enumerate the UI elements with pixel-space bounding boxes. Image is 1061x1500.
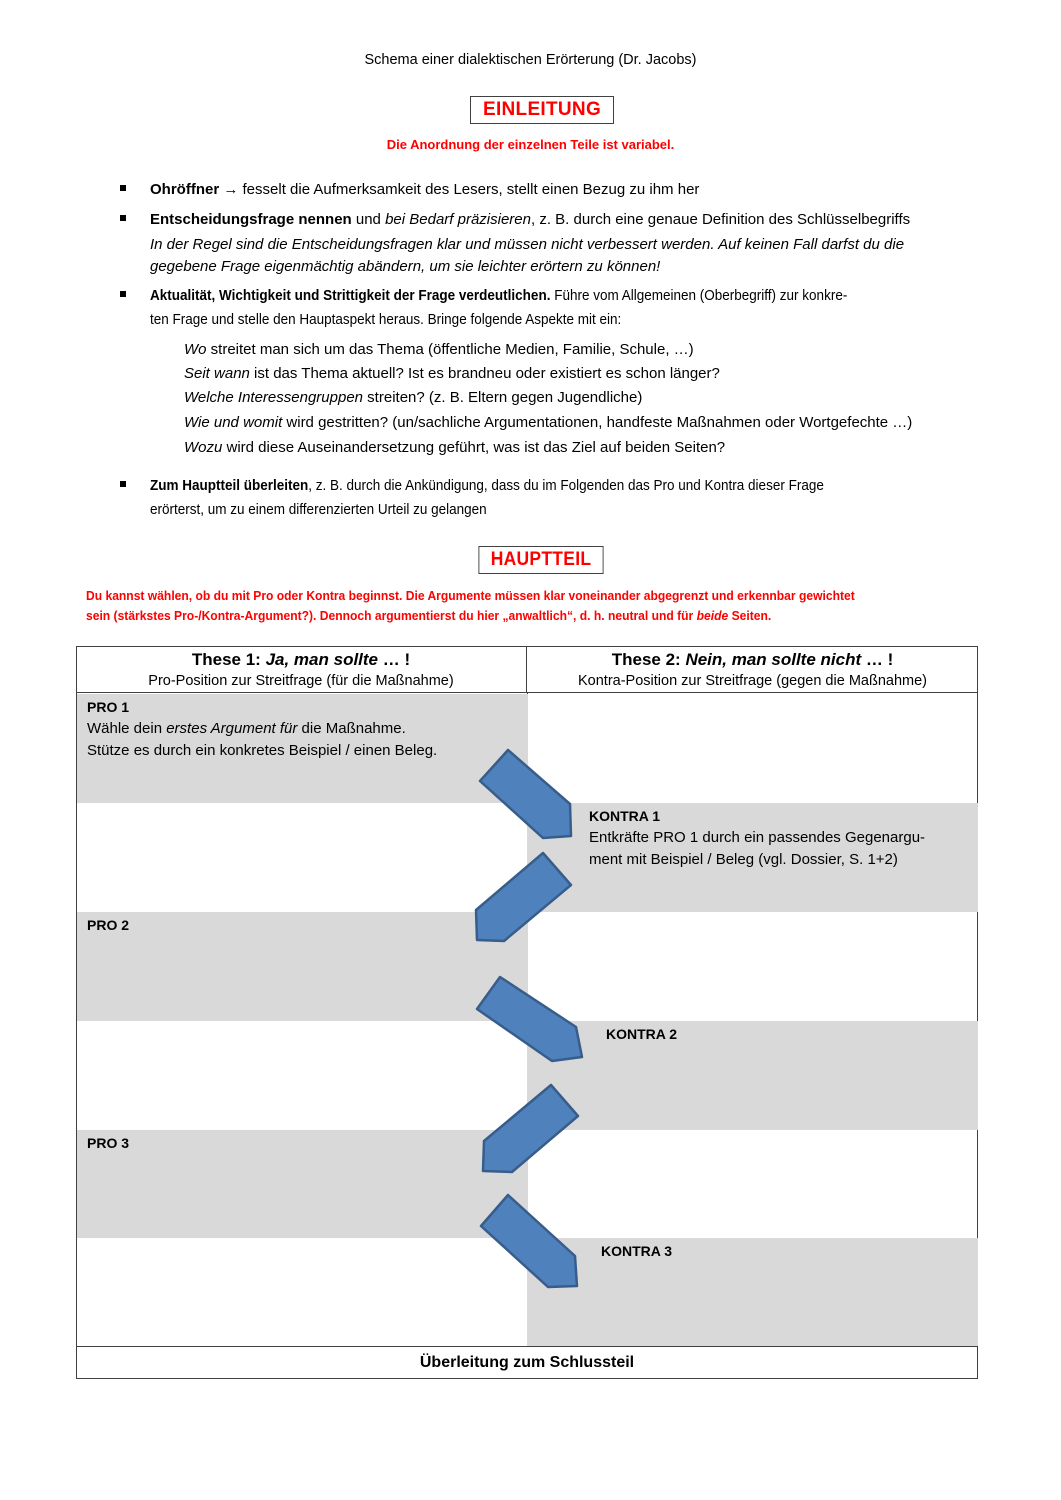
hauptteil-note-line2: [86, 606, 1007, 626]
aspect-italic: Wie und womit: [184, 414, 283, 431]
argument-table: [76, 646, 978, 1379]
bullet-aktualitaet: [150, 284, 996, 308]
hauptteil-note-line1: Du kannst wählen, ob du mit Pro oder Kontra beginnst. Die Argumente müssen klar voneinander abgegrenzt und erkennbar gewichtet: [86, 588, 855, 603]
header-cell-kontra: [527, 646, 978, 693]
kontra1-line2: ment mit Beispiel / Beleg (vgl. Dossier, S. 1+2): [589, 851, 898, 868]
bullet-icon: [120, 291, 126, 297]
aspect-italic: Wozu: [184, 439, 223, 456]
aspect-text: wird diese Auseinandersetzung geführt, was ist das Ziel auf beiden Seiten?: [222, 439, 726, 456]
pro2-label: PRO 2: [87, 917, 130, 933]
bullet-bold: Entscheidungsfrage nennen: [150, 211, 352, 228]
cell-pro-3: [77, 1130, 528, 1238]
bullet-aktualitaet-line2: [150, 308, 996, 332]
bullet-text: , z. B. durch eine genaue Definition des Schlüsselbegriffs: [531, 211, 911, 228]
title-end: … !: [861, 650, 894, 669]
bullet-note-line1: [150, 233, 1000, 257]
cell-kontra-3: [527, 1238, 978, 1346]
aspect-item: [184, 338, 694, 363]
aspect-item: [184, 362, 720, 387]
italic-note: gegebene Frage eigenmächtig abändern, um sie leichter erörtern zu können!: [150, 258, 661, 275]
title-plain: These 2:: [611, 650, 686, 669]
bullet-entscheidungsfrage: [150, 208, 1000, 232]
these1-title: [76, 649, 526, 671]
cell-text: Wähle dein: [87, 720, 167, 737]
hauptteil-heading: HAUPTTEIL: [478, 546, 603, 574]
bullet-note-line2: [150, 255, 1000, 279]
cell-text: die Maßnahme.: [297, 720, 406, 737]
pro1-label: PRO 1: [87, 699, 130, 715]
bullet-text: ten Frage und stelle den Hauptaspekt heraus. Bringe folgende Aspekte mit ein:: [150, 311, 622, 328]
aspect-text: streiten? (z. B. Eltern gegen Jugendliche): [363, 389, 643, 406]
these2-title: [527, 649, 978, 671]
kontra2-label: KONTRA 2: [606, 1026, 678, 1042]
document-title: Schema einer dialektischen Erörterung (Dr. Jacobs): [364, 52, 697, 68]
title-plain: These 1:: [191, 650, 266, 669]
these2-subtitle: Kontra-Position zur Streitfrage (gegen die Maßnahme): [578, 673, 927, 689]
cell-italic: erstes Argument für: [166, 720, 298, 737]
cell-kontra-1: [527, 803, 978, 912]
bullet-text: fesselt die Aufmerksamkeit des Lesers, stellt einen Bezug zu ihm her: [242, 181, 700, 198]
bullet-ohroeffner: [150, 178, 1000, 202]
bullet-text: und: [351, 211, 386, 228]
cell-pro-2: [77, 912, 528, 1021]
einleitung-note: Die Anordnung der einzelnen Teile ist variabel.: [386, 137, 675, 152]
title-italic: Nein, man sollte nicht: [685, 650, 862, 669]
aspect-italic: Wo: [184, 341, 207, 358]
bullet-italic: bei Bedarf präzisieren: [385, 211, 531, 228]
pro3-label: PRO 3: [87, 1135, 130, 1151]
title-italic: Ja, man sollte: [265, 650, 379, 669]
aspect-text: wird gestritten? (un/sachliche Argumentationen, handfeste Maßnahmen oder Wortgefechte …): [282, 414, 913, 431]
bullet-ueberleiten-line2: [150, 498, 960, 522]
bullet-icon: [120, 481, 126, 487]
bullet-ueberleiten: [150, 474, 960, 498]
bullet-bold: Aktualität, Wichtigkeit und Strittigkeit der Frage verdeutlichen.: [150, 287, 551, 304]
aspect-item: [184, 386, 642, 411]
bullet-text: Führe vom Allgemeinen (Oberbegriff) zur konkre-: [550, 287, 848, 304]
pro1-line2: Stütze es durch ein konkretes Beispiel / einen Beleg.: [87, 742, 438, 759]
bullet-bold: Zum Hauptteil überleiten: [150, 477, 309, 494]
kontra1-line1: Entkräfte PRO 1 durch ein passendes Gegenargu-: [589, 829, 926, 846]
kontra1-label: KONTRA 1: [589, 808, 661, 824]
footer-cell: Überleitung zum Schlussteil: [76, 1346, 978, 1379]
aspect-italic: Seit wann: [184, 365, 250, 382]
cell-kontra-2: [527, 1021, 978, 1130]
aspect-item: [184, 436, 725, 461]
note-text: sein (stärkstes Pro-/Kontra-Argument?). Dennoch argumentierst du hier „anwaltlich“, d. h. neutral und für: [86, 608, 697, 623]
note-italic: beide: [696, 608, 729, 623]
these1-subtitle: Pro-Position zur Streitfrage (für die Maßnahme): [148, 673, 454, 689]
arrow-glyph: →: [219, 181, 243, 198]
header-cell-pro: [76, 646, 527, 693]
bullet-bold: Ohröffner: [150, 181, 220, 198]
bullet-text: erörterst, um zu einem differenzierten Urteil zu gelangen: [150, 501, 487, 518]
einleitung-heading: EINLEITUNG: [470, 96, 614, 124]
kontra3-label: KONTRA 3: [601, 1243, 673, 1259]
aspect-text: ist das Thema aktuell? Ist es brandneu oder existiert es schon länger?: [249, 365, 720, 382]
note-text: Seiten.: [728, 608, 772, 623]
bullet-icon: [120, 215, 126, 221]
bullet-text: , z. B. durch die Ankündigung, dass du im Folgenden das Pro und Kontra dieser Frage: [308, 477, 824, 494]
italic-note: In der Regel sind die Entscheidungsfragen klar und müssen nicht verbessert werden. Auf keinen Fall darfst du die: [150, 236, 905, 253]
bullet-icon: [120, 185, 126, 191]
aspect-item: [184, 411, 912, 436]
title-end: … !: [378, 650, 411, 669]
aspect-italic: Welche Interessengruppen: [184, 389, 364, 406]
pro1-line1: [87, 718, 518, 740]
hauptteil-note: [86, 586, 1007, 626]
cell-pro-1: [77, 694, 528, 803]
aspect-text: streitet man sich um das Thema (öffentliche Medien, Familie, Schule, …): [206, 341, 694, 358]
